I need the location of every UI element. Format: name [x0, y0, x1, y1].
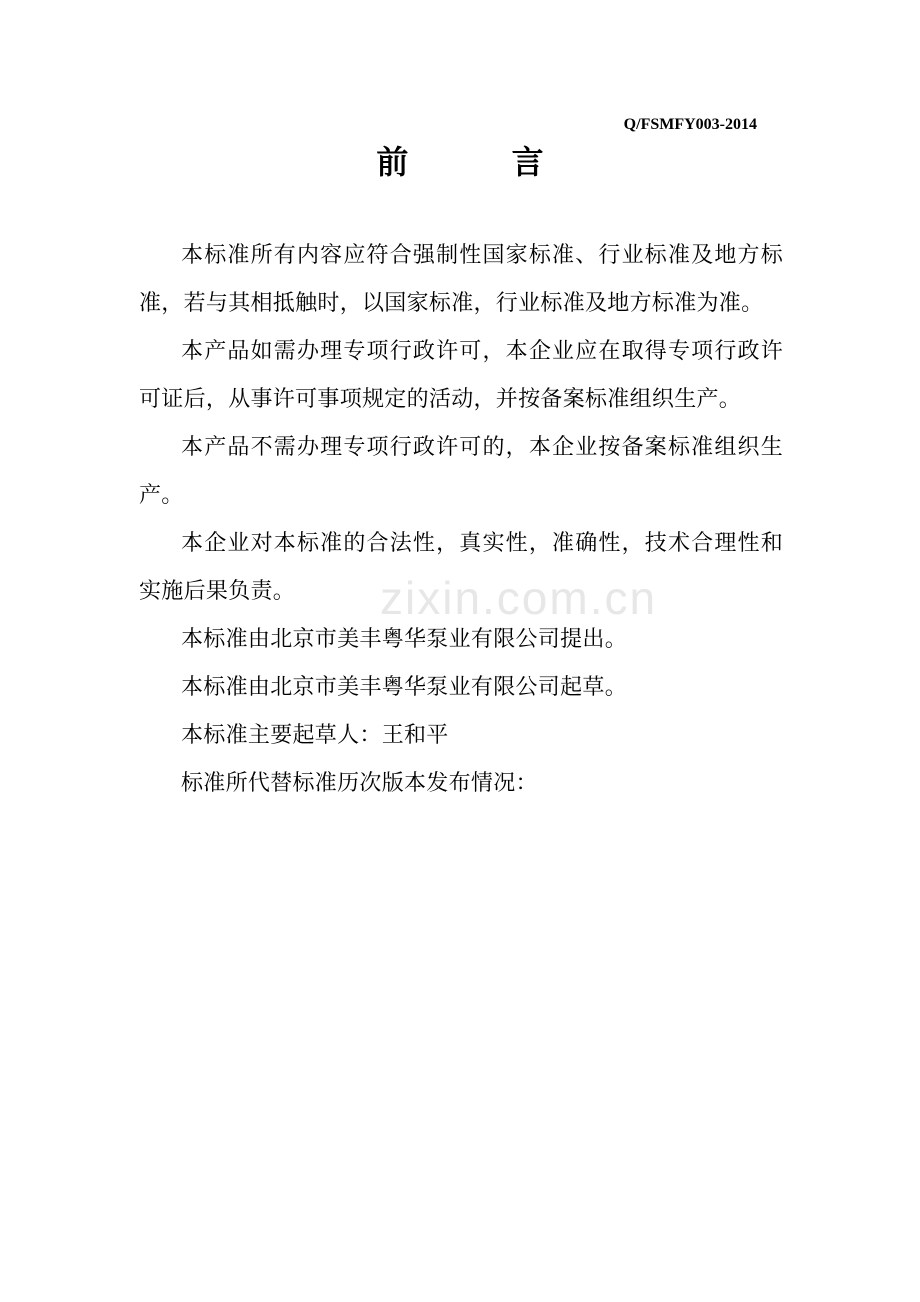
paragraph-license-required: 本产品如需办理专项行政许可，本企业应在取得专项行政许可证后，从事许可事项规定的活动，并按备案标准组织生产。: [139, 339, 783, 412]
paragraph-proposer: 本标准由北京市美丰粤华泵业有限公司提出。: [181, 627, 628, 652]
document-code: Q/FSMFY003-2014: [623, 116, 757, 133]
paragraph-compliance: 本标准所有内容应符合强制性国家标准、行业标准及地方标准，若与其相抵触时，以国家标准，行业标准及地方标准为准。: [139, 243, 783, 316]
paragraph-main-drafter: 本标准主要起草人：王和平: [181, 723, 449, 748]
paragraph-version-history: 标准所代替标准历次版本发布情况：: [181, 771, 538, 796]
paragraph-drafter: 本标准由北京市美丰粤华泵业有限公司起草。: [181, 675, 628, 700]
document-body: [139, 232, 783, 808]
paragraph-no-license: 本产品不需办理专项行政许可的，本企业按备案标准组织生产。: [139, 435, 783, 508]
page-title: 前 言: [376, 143, 590, 181]
paragraph-responsibility: 本企业对本标准的合法性，真实性，准确性，技术合理性和实施后果负责。: [139, 531, 783, 604]
watermark: zixin.com.cn: [380, 572, 658, 624]
